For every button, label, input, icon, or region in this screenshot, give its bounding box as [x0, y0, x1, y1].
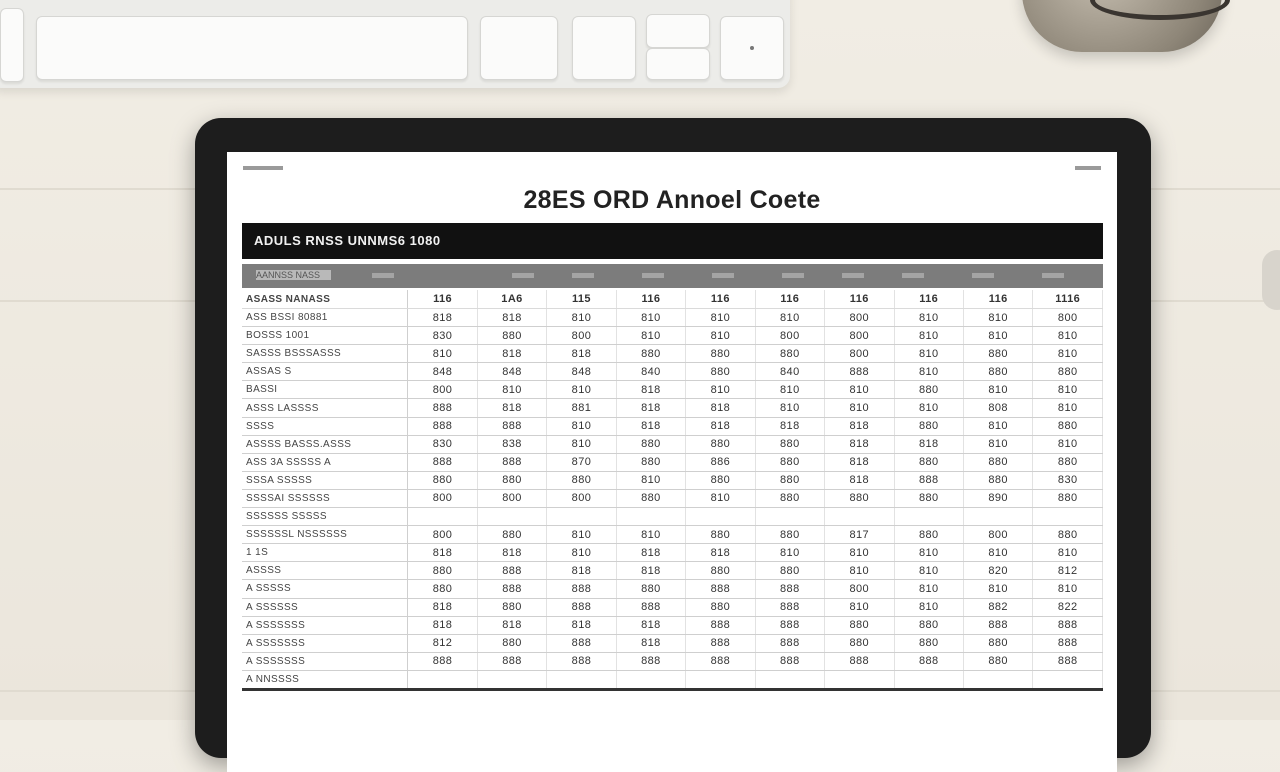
- column-header: 1116: [1033, 290, 1103, 309]
- table-cell: [686, 670, 755, 689]
- subheader-mark: [782, 273, 804, 278]
- table-cell: 880: [616, 453, 685, 471]
- table-cell: 880: [755, 526, 824, 544]
- table-cell: 810: [963, 435, 1032, 453]
- row-label: A SSSSSSS: [242, 652, 408, 670]
- table-cell: [616, 670, 685, 689]
- subheader-mark: [972, 273, 994, 278]
- table-cell: 880: [547, 471, 616, 489]
- banner-text: ADULS RNSS UNNMS6 1080: [254, 233, 441, 248]
- table-cell: [686, 508, 755, 526]
- page-title: 28ES ORD Annoel Coete: [523, 186, 821, 214]
- subheader-mark: [902, 273, 924, 278]
- table-cell: 880: [755, 435, 824, 453]
- table-cell: 810: [686, 489, 755, 507]
- row-label: ASSS LASSSS: [242, 399, 408, 417]
- table-cell: 810: [963, 381, 1032, 399]
- table-cell: 800: [825, 327, 894, 345]
- table-cell: 810: [1033, 580, 1103, 598]
- table-cell: 888: [825, 363, 894, 381]
- table-cell: 800: [408, 381, 477, 399]
- column-header: 1A6: [477, 290, 546, 309]
- table-cell: 880: [616, 489, 685, 507]
- table-cell: 880: [755, 471, 824, 489]
- table-cell: 888: [547, 652, 616, 670]
- table-cell: 888: [477, 453, 546, 471]
- column-header: 116: [755, 290, 824, 309]
- table-cell: 888: [477, 580, 546, 598]
- table-cell: 888: [686, 652, 755, 670]
- keyboard-key: [572, 16, 636, 80]
- table-row: [242, 634, 1103, 652]
- table-cell: 880: [963, 634, 1032, 652]
- subheader-label: AANNSS NASS: [256, 270, 321, 280]
- table-cell: 810: [825, 544, 894, 562]
- table-cell: 800: [755, 327, 824, 345]
- column-header: 115: [547, 290, 616, 309]
- table-cell: 818: [894, 435, 963, 453]
- table-cell: 880: [686, 363, 755, 381]
- table-row: [242, 616, 1103, 634]
- table-cell: 800: [825, 345, 894, 363]
- table-cell: 818: [825, 471, 894, 489]
- table-cell: 818: [825, 435, 894, 453]
- table-cell: 810: [825, 399, 894, 417]
- table-cell: 880: [894, 616, 963, 634]
- table-cell: 888: [408, 453, 477, 471]
- table-cell: 880: [755, 562, 824, 580]
- table-cell: 818: [547, 616, 616, 634]
- table-cell: 880: [477, 471, 546, 489]
- subheader-mark: [712, 273, 734, 278]
- table-cell: 888: [477, 417, 546, 435]
- table-cell: 818: [477, 544, 546, 562]
- table-cell: 800: [825, 309, 894, 327]
- table-cell: 880: [686, 526, 755, 544]
- table-cell: 818: [825, 417, 894, 435]
- table-cell: 818: [755, 417, 824, 435]
- table-cell: 818: [547, 345, 616, 363]
- table-cell: 840: [755, 363, 824, 381]
- table-cell: 888: [825, 652, 894, 670]
- table-cell: 818: [616, 616, 685, 634]
- row-label: A SSSSSS: [242, 598, 408, 616]
- table-row: [242, 435, 1103, 453]
- table-cell: 808: [963, 399, 1032, 417]
- table-cell: 880: [1033, 489, 1103, 507]
- table-cell: 888: [686, 580, 755, 598]
- keyboard-spacebar: [36, 16, 468, 80]
- table-cell: 810: [1033, 327, 1103, 345]
- table-cell: 880: [894, 634, 963, 652]
- table-cell: 810: [755, 544, 824, 562]
- tablet-screen: [227, 152, 1117, 772]
- table-row: [242, 598, 1103, 616]
- table-cell: [963, 670, 1032, 689]
- subheader-mark: [1042, 273, 1064, 278]
- table-cell: 880: [477, 634, 546, 652]
- keyboard-key: [0, 8, 24, 82]
- table-cell: 810: [894, 598, 963, 616]
- table-cell: [547, 508, 616, 526]
- table-cell: 880: [1033, 417, 1103, 435]
- row-label: SSSSAI SSSSSS: [242, 489, 408, 507]
- table-row: [242, 363, 1103, 381]
- table-cell: 818: [686, 417, 755, 435]
- table-cell: 880: [686, 471, 755, 489]
- table-cell: 810: [894, 345, 963, 363]
- table-cell: 888: [755, 580, 824, 598]
- table-row: [242, 489, 1103, 507]
- table-row: [242, 327, 1103, 345]
- table-cell: 880: [894, 489, 963, 507]
- table-cell: 888: [1033, 652, 1103, 670]
- table-cell: 888: [963, 616, 1032, 634]
- table-cell: 888: [686, 634, 755, 652]
- table-row: [242, 345, 1103, 363]
- table-cell: 810: [616, 526, 685, 544]
- row-label: ASSSS BASSS.ASSS: [242, 435, 408, 453]
- table-cell: 880: [825, 616, 894, 634]
- table-cell: 880: [963, 652, 1032, 670]
- row-label: SSSSSS SSSSS: [242, 508, 408, 526]
- table-cell: 880: [477, 327, 546, 345]
- table-row: [242, 652, 1103, 670]
- cost-table: [242, 290, 1103, 691]
- table-cell: 888: [408, 652, 477, 670]
- table-cell: 810: [547, 417, 616, 435]
- table-cell: 880: [408, 562, 477, 580]
- table-cell: 810: [755, 309, 824, 327]
- table-cell: 810: [547, 309, 616, 327]
- table-cell: 888: [755, 652, 824, 670]
- table-cell: 888: [894, 471, 963, 489]
- table-cell: 810: [547, 381, 616, 399]
- table-cell: [547, 670, 616, 689]
- table-row: [242, 399, 1103, 417]
- table-cell: 800: [408, 526, 477, 544]
- row-label: A SSSSS: [242, 580, 408, 598]
- subheader-mark: [372, 273, 394, 278]
- table-row: [242, 508, 1103, 526]
- table-cell: 810: [963, 327, 1032, 345]
- table-cell: 818: [408, 616, 477, 634]
- table-cell: 880: [686, 435, 755, 453]
- table-cell: [825, 508, 894, 526]
- table-cell: 838: [477, 435, 546, 453]
- table-cell: 810: [686, 381, 755, 399]
- table-cell: 810: [894, 544, 963, 562]
- subheader-mark: [642, 273, 664, 278]
- table-cell: 888: [686, 616, 755, 634]
- subheader-mark: [512, 273, 534, 278]
- table-cell: 800: [477, 489, 546, 507]
- table-cell: 888: [547, 598, 616, 616]
- table-cell: 810: [894, 399, 963, 417]
- column-header: 116: [686, 290, 755, 309]
- table-cell: 880: [477, 526, 546, 544]
- row-label: A SSSSSSS: [242, 616, 408, 634]
- table-row: [242, 580, 1103, 598]
- table-cell: 810: [894, 327, 963, 345]
- row-label: A NNSSSS: [242, 670, 408, 689]
- table-cell: 888: [408, 417, 477, 435]
- table-cell: [477, 670, 546, 689]
- table-cell: [1033, 508, 1103, 526]
- table-cell: 880: [686, 562, 755, 580]
- table-cell: 888: [616, 598, 685, 616]
- table-cell: 810: [894, 580, 963, 598]
- table-cell: 800: [825, 580, 894, 598]
- table-cell: 810: [686, 309, 755, 327]
- subheader-mark: [842, 273, 864, 278]
- keyboard: [0, 0, 790, 88]
- table-cell: 818: [547, 562, 616, 580]
- section-label: ASASS NANASS: [242, 290, 408, 309]
- row-label: SSSSSSL NSSSSSS: [242, 526, 408, 544]
- subheader-mark: [572, 273, 594, 278]
- table-cell: 848: [408, 363, 477, 381]
- table-cell: 880: [894, 453, 963, 471]
- table-cell: 820: [963, 562, 1032, 580]
- table-row: [242, 670, 1103, 689]
- table-cell: 800: [547, 327, 616, 345]
- column-header: 116: [894, 290, 963, 309]
- row-label: ASSAS S: [242, 363, 408, 381]
- table-row: [242, 417, 1103, 435]
- table-cell: 800: [547, 489, 616, 507]
- table-cell: 810: [547, 526, 616, 544]
- table-cell: 810: [963, 544, 1032, 562]
- table-cell: 888: [408, 399, 477, 417]
- table-cell: 880: [408, 580, 477, 598]
- table-row: [242, 526, 1103, 544]
- table-cell: [825, 670, 894, 689]
- table-cell: 810: [1033, 399, 1103, 417]
- table-cell: 888: [894, 652, 963, 670]
- row-label: SSSA SSSSS: [242, 471, 408, 489]
- row-label: ASS 3A SSSSS A: [242, 453, 408, 471]
- table-cell: [894, 670, 963, 689]
- table-cell: 810: [755, 399, 824, 417]
- table-cell: 810: [547, 544, 616, 562]
- table-cell: 880: [616, 580, 685, 598]
- table-cell: 880: [894, 381, 963, 399]
- table-cell: 822: [1033, 598, 1103, 616]
- table-cell: 810: [1033, 381, 1103, 399]
- table-cell: [1033, 670, 1103, 689]
- table-cell: 870: [547, 453, 616, 471]
- table-row: [242, 562, 1103, 580]
- table-cell: [408, 508, 477, 526]
- keyboard-key: [480, 16, 558, 80]
- table-cell: 888: [477, 562, 546, 580]
- status-bar-indicator: [243, 166, 283, 170]
- table-cell: 818: [686, 544, 755, 562]
- table-cell: 810: [894, 363, 963, 381]
- table-cell: 818: [825, 453, 894, 471]
- table-cell: 888: [477, 652, 546, 670]
- table-cell: 818: [477, 616, 546, 634]
- table-cell: 880: [408, 471, 477, 489]
- row-label: A SSSSSSS: [242, 634, 408, 652]
- row-label: BOSSS 1001: [242, 327, 408, 345]
- table-cell: 880: [616, 345, 685, 363]
- table-cell: [408, 670, 477, 689]
- table-cell: 810: [825, 562, 894, 580]
- table-cell: 812: [408, 634, 477, 652]
- table-row: [242, 453, 1103, 471]
- table-cell: 830: [408, 435, 477, 453]
- table-cell: 818: [616, 562, 685, 580]
- table-cell: 888: [547, 580, 616, 598]
- table-cell: 830: [408, 327, 477, 345]
- table-cell: 818: [616, 399, 685, 417]
- column-header: 116: [616, 290, 685, 309]
- keyboard-key: [646, 48, 710, 80]
- table-cell: 810: [616, 327, 685, 345]
- tablet-device: [195, 118, 1151, 758]
- table-cell: 818: [477, 345, 546, 363]
- table-cell: 886: [686, 453, 755, 471]
- column-header: 116: [408, 290, 477, 309]
- table-cell: 880: [755, 489, 824, 507]
- table-cell: [477, 508, 546, 526]
- table-cell: 880: [963, 453, 1032, 471]
- column-header: 116: [825, 290, 894, 309]
- table-cell: 810: [408, 345, 477, 363]
- table-row: [242, 381, 1103, 399]
- subheader-bar: [242, 264, 1103, 288]
- table-cell: 812: [1033, 562, 1103, 580]
- table-cell: 880: [1033, 453, 1103, 471]
- table-cell: 810: [963, 309, 1032, 327]
- table-cell: 810: [1033, 435, 1103, 453]
- table-cell: 818: [408, 309, 477, 327]
- table-cell: 880: [825, 489, 894, 507]
- table-cell: 810: [616, 471, 685, 489]
- table-cell: 818: [616, 634, 685, 652]
- table-header-row: [242, 290, 1103, 309]
- table-cell: 880: [616, 435, 685, 453]
- table-cell: 888: [755, 616, 824, 634]
- table-cell: 818: [408, 598, 477, 616]
- table-cell: [755, 670, 824, 689]
- table-cell: 810: [894, 309, 963, 327]
- row-label: SSSS: [242, 417, 408, 435]
- table-cell: 888: [755, 598, 824, 616]
- table-cell: 880: [755, 453, 824, 471]
- table-cell: 848: [547, 363, 616, 381]
- table-cell: 890: [963, 489, 1032, 507]
- table-cell: 810: [1033, 345, 1103, 363]
- row-label: 1 1S: [242, 544, 408, 562]
- table-cell: [963, 508, 1032, 526]
- table-cell: 881: [547, 399, 616, 417]
- table-cell: 810: [963, 580, 1032, 598]
- desk-object: [1262, 250, 1280, 310]
- table-cell: 810: [963, 417, 1032, 435]
- table-cell: 888: [616, 652, 685, 670]
- table-cell: 888: [1033, 634, 1103, 652]
- table-cell: 810: [755, 381, 824, 399]
- keyboard-key: [646, 14, 710, 48]
- table-cell: 840: [616, 363, 685, 381]
- table-cell: 810: [477, 381, 546, 399]
- row-label: SASSS BSSSASSS: [242, 345, 408, 363]
- row-label: BASSI: [242, 381, 408, 399]
- table-cell: [755, 508, 824, 526]
- table-cell: 800: [963, 526, 1032, 544]
- table-cell: 818: [408, 544, 477, 562]
- table-cell: [616, 508, 685, 526]
- table-cell: 818: [477, 309, 546, 327]
- table-cell: 888: [547, 634, 616, 652]
- table-cell: 880: [1033, 363, 1103, 381]
- table-cell: 810: [547, 435, 616, 453]
- table-cell: 810: [825, 598, 894, 616]
- table-cell: 810: [825, 381, 894, 399]
- keyboard-key: [720, 16, 784, 80]
- status-bar-indicator: [1075, 166, 1101, 170]
- table-cell: 882: [963, 598, 1032, 616]
- table-cell: 880: [1033, 526, 1103, 544]
- table-cell: [894, 508, 963, 526]
- row-label: ASS BSSI 80881: [242, 309, 408, 327]
- table-cell: 818: [616, 544, 685, 562]
- row-label: ASSSS: [242, 562, 408, 580]
- table-cell: 818: [616, 417, 685, 435]
- table-cell: 848: [477, 363, 546, 381]
- table-cell: 880: [963, 345, 1032, 363]
- table-row: [242, 471, 1103, 489]
- table-cell: 818: [616, 381, 685, 399]
- table-cell: 800: [1033, 309, 1103, 327]
- table-cell: 880: [963, 363, 1032, 381]
- table-cell: 888: [1033, 616, 1103, 634]
- table-row: [242, 544, 1103, 562]
- table-cell: 880: [477, 598, 546, 616]
- column-header: 116: [963, 290, 1032, 309]
- table-cell: 880: [686, 345, 755, 363]
- table-cell: 818: [477, 399, 546, 417]
- banner-bar: [242, 223, 1103, 259]
- table-cell: 880: [686, 598, 755, 616]
- table-cell: 880: [825, 634, 894, 652]
- table-cell: 818: [686, 399, 755, 417]
- table-cell: 880: [894, 526, 963, 544]
- table-cell: 830: [1033, 471, 1103, 489]
- table-cell: 880: [894, 417, 963, 435]
- table-cell: 800: [408, 489, 477, 507]
- table-cell: 810: [686, 327, 755, 345]
- table-cell: 817: [825, 526, 894, 544]
- table-row: [242, 309, 1103, 327]
- table-cell: 810: [1033, 544, 1103, 562]
- table-cell: 880: [755, 345, 824, 363]
- table-cell: 810: [894, 562, 963, 580]
- table-cell: 880: [963, 471, 1032, 489]
- table-cell: 810: [616, 309, 685, 327]
- table-cell: 888: [755, 634, 824, 652]
